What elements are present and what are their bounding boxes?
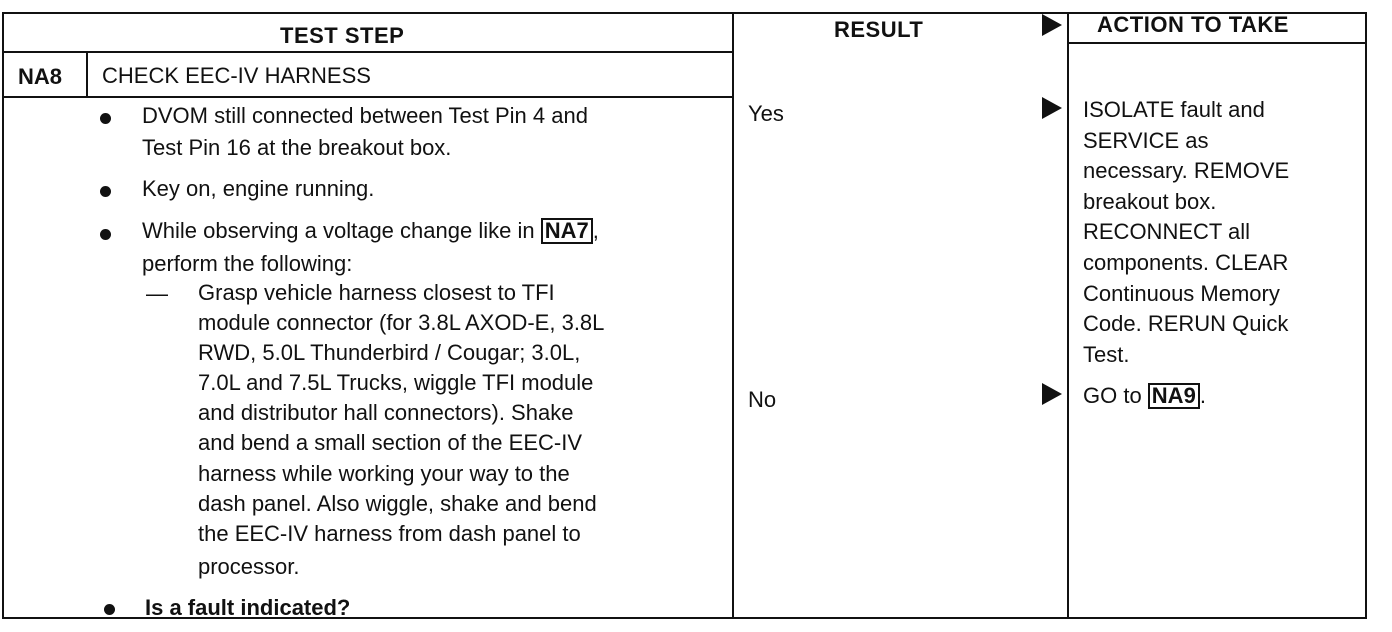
- sub-line-8: dash panel. Also wiggle, shake and bend: [198, 491, 597, 516]
- bullet-2-line-1: Key on, engine running.: [142, 176, 375, 201]
- sub-line-9: the EEC-IV harness from dash panel to: [198, 521, 581, 546]
- action-yes-line-2: SERVICE as: [1083, 128, 1209, 153]
- table-border-right: [1365, 12, 1367, 619]
- step-ref-na9: NA9: [1148, 383, 1200, 409]
- bullet-1-line-1: DVOM still connected between Test Pin 4 and: [142, 103, 588, 128]
- step-question: Is a fault indicated?: [145, 595, 351, 620]
- header-action: ACTION TO TAKE: [1097, 12, 1289, 37]
- sub-line-3: RWD, 5.0L Thunderbird / Cougar; 3.0L,: [198, 340, 581, 365]
- step-id: NA8: [18, 64, 63, 89]
- sub-line-4: 7.0L and 7.5L Trucks, wiggle TFI module: [198, 370, 594, 395]
- action-yes-line-8: Code. RERUN Quick: [1083, 311, 1289, 336]
- result-yes: Yes: [748, 101, 784, 126]
- action-no-suffix: .: [1199, 383, 1206, 408]
- bullet-icon: [100, 113, 111, 124]
- bullet-1-line-2: Test Pin 16 at the breakout box.: [142, 135, 452, 160]
- bullet-icon: [100, 186, 111, 197]
- header-divider-right: [1067, 42, 1367, 44]
- action-no: [1083, 381, 1206, 411]
- action-yes-line-3: necessary. REMOVE: [1083, 158, 1290, 183]
- action-yes-line-1: ISOLATE fault and: [1083, 97, 1265, 122]
- step-title: CHECK EEC-IV HARNESS: [102, 63, 371, 88]
- result-no: No: [748, 387, 777, 412]
- action-yes-line-5: RECONNECT all: [1083, 219, 1251, 244]
- sub-line-7: harness while working your way to the: [198, 461, 570, 486]
- sub-line-5: and distributor hall connectors). Shake: [198, 400, 574, 425]
- action-yes-line-7: Continuous Memory: [1083, 281, 1280, 306]
- result-yes-arrow-icon: [1042, 97, 1062, 119]
- column-divider-test-result: [732, 12, 734, 619]
- step-title-divider: [2, 96, 734, 98]
- bullet-icon: [104, 604, 115, 615]
- bullet-3-line-1: [142, 216, 599, 246]
- header-divider-left: [2, 51, 734, 53]
- sub-line-2: module connector (for 3.8L AXOD-E, 3.8L: [198, 310, 605, 335]
- header-arrow-icon: [1042, 14, 1062, 36]
- sub-line-1: Grasp vehicle harness closest to TFI: [198, 280, 555, 305]
- action-yes-line-9: Test.: [1083, 342, 1130, 367]
- sub-line-10: processor.: [198, 554, 300, 579]
- sub-line-6: and bend a small section of the EEC-IV: [198, 430, 582, 455]
- bullet-3-prefix: While observing a voltage change like in: [142, 218, 541, 243]
- column-divider-result-action: [1067, 12, 1069, 619]
- bullet-3-suffix: ,: [592, 218, 599, 243]
- action-no-prefix: GO to: [1083, 383, 1148, 408]
- sub-item-dash: —: [146, 281, 168, 306]
- result-no-arrow-icon: [1042, 383, 1062, 405]
- header-test-step: TEST STEP: [280, 23, 405, 48]
- action-yes-line-4: breakout box.: [1083, 189, 1217, 214]
- table-border-left: [2, 12, 4, 619]
- bullet-3-line-2: perform the following:: [142, 251, 353, 276]
- bullet-icon: [100, 229, 111, 240]
- header-result: RESULT: [834, 17, 924, 42]
- step-id-divider: [86, 53, 88, 98]
- step-ref-na7: NA7: [541, 218, 593, 244]
- action-yes-line-6: components. CLEAR: [1083, 250, 1289, 275]
